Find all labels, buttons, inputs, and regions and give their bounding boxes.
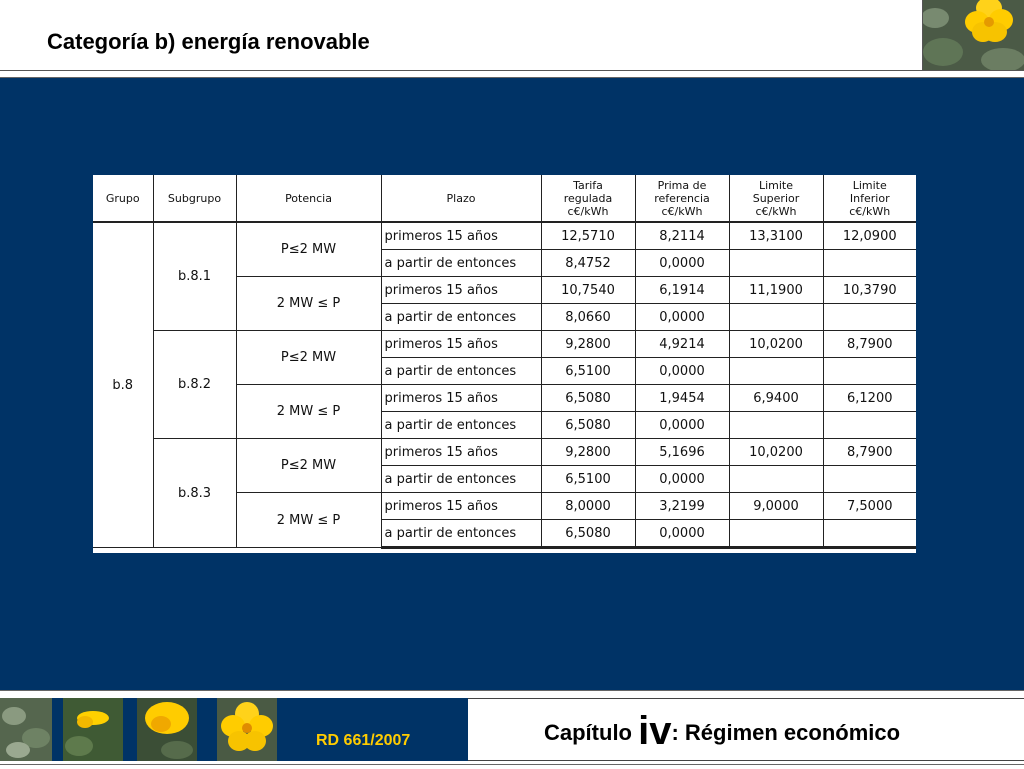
cell-prima: 4,9214	[635, 331, 729, 358]
cell-tarifa: 8,0000	[541, 493, 635, 520]
header-inferior	[823, 175, 916, 222]
cell-inferior	[823, 358, 916, 385]
cell-plazo: primeros 15 años	[381, 439, 541, 466]
chapter-suffix: : Régimen económico	[671, 720, 901, 745]
header-prima-line1: Prima de	[657, 178, 707, 192]
cell-plazo: primeros 15 años	[381, 331, 541, 358]
cell-tarifa: 6,5100	[541, 358, 635, 385]
cell-potencia: P≤2 MW	[236, 222, 381, 277]
chapter-prefix: Capítulo	[544, 720, 639, 745]
cell-inferior: 10,3790	[823, 277, 916, 304]
table-header-row	[93, 175, 916, 222]
cell-inferior: 8,7900	[823, 331, 916, 358]
chapter-box	[468, 698, 1024, 761]
cell-tarifa: 6,5080	[541, 412, 635, 439]
header-tarifa-line1: Tarifa	[573, 178, 603, 192]
cell-potencia: 2 MW ≤ P	[236, 385, 381, 439]
cell-prima: 5,1696	[635, 439, 729, 466]
cell-tarifa: 6,5080	[541, 520, 635, 548]
cell-potencia: 2 MW ≤ P	[236, 493, 381, 548]
tariff-table	[93, 175, 916, 549]
cell-prima: 3,2199	[635, 493, 729, 520]
rd-label: RD 661/2007	[316, 732, 411, 749]
cell-superior: 6,9400	[729, 385, 823, 412]
table-row	[93, 439, 916, 466]
cell-subgrupo: b.8.1	[153, 222, 236, 331]
cell-subgrupo: b.8.3	[153, 439, 236, 548]
cell-potencia: 2 MW ≤ P	[236, 277, 381, 331]
slide-header	[0, 0, 1024, 71]
header-tarifa	[541, 175, 635, 222]
header-prima	[635, 175, 729, 222]
cell-prima: 0,0000	[635, 358, 729, 385]
cell-subgrupo: b.8.2	[153, 331, 236, 439]
cell-superior	[729, 358, 823, 385]
cell-plazo: primeros 15 años	[381, 493, 541, 520]
cell-prima: 0,0000	[635, 304, 729, 331]
yellow-flower-photo-1-icon	[63, 698, 123, 761]
cell-prima: 0,0000	[635, 520, 729, 548]
cell-tarifa: 10,7540	[541, 277, 635, 304]
cell-grupo: b.8	[93, 222, 153, 548]
flower-photo-header-icon	[922, 0, 1024, 70]
header-superior-line2: Superior	[752, 191, 800, 205]
table-row	[93, 331, 916, 358]
header-superior	[729, 175, 823, 222]
cell-prima: 8,2114	[635, 222, 729, 250]
cell-inferior: 7,5000	[823, 493, 916, 520]
cell-inferior: 12,0900	[823, 222, 916, 250]
header-inferior-line1: Limite	[852, 178, 887, 192]
header-superior-line1: Limite	[758, 178, 794, 192]
cell-superior	[729, 412, 823, 439]
cell-plazo: a partir de entonces	[381, 412, 541, 439]
cell-superior	[729, 250, 823, 277]
header-tarifa-unit: c€/kWh	[567, 204, 609, 218]
cell-superior: 11,1900	[729, 277, 823, 304]
header-subgrupo: Subgrupo	[153, 175, 236, 222]
cell-tarifa: 8,0660	[541, 304, 635, 331]
ivy-photo-icon	[0, 698, 52, 761]
cell-superior: 13,3100	[729, 222, 823, 250]
cell-inferior	[823, 412, 916, 439]
cell-prima: 0,0000	[635, 466, 729, 493]
cell-plazo: a partir de entonces	[381, 520, 541, 548]
cell-superior: 10,0200	[729, 439, 823, 466]
cell-tarifa: 12,5710	[541, 222, 635, 250]
yellow-flower-photo-3-icon	[217, 698, 277, 761]
slide-footer	[0, 690, 1024, 769]
header-inferior-unit: c€/kWh	[849, 204, 891, 218]
slide-content	[0, 78, 1024, 690]
header-prima-unit: c€/kWh	[661, 204, 703, 218]
cell-plazo: primeros 15 años	[381, 385, 541, 412]
cell-superior	[729, 466, 823, 493]
cell-prima: 1,9454	[635, 385, 729, 412]
header-plazo: Plazo	[381, 175, 541, 222]
header-grupo: Grupo	[93, 175, 153, 222]
cell-superior: 10,0200	[729, 331, 823, 358]
header-prima-line2: referencia	[654, 191, 710, 205]
cell-tarifa: 9,2800	[541, 331, 635, 358]
cell-tarifa: 8,4752	[541, 250, 635, 277]
header-superior-unit: c€/kWh	[755, 204, 797, 218]
header-tarifa-line2: regulada	[563, 191, 613, 205]
cell-inferior	[823, 520, 916, 548]
cell-prima: 0,0000	[635, 250, 729, 277]
cell-potencia: P≤2 MW	[236, 439, 381, 493]
header-potencia: Potencia	[236, 175, 381, 222]
cell-prima: 0,0000	[635, 412, 729, 439]
cell-plazo: a partir de entonces	[381, 358, 541, 385]
cell-plazo: primeros 15 años	[381, 222, 541, 250]
chapter-roman: iv	[638, 709, 672, 753]
header-divider	[0, 71, 1024, 78]
cell-inferior	[823, 304, 916, 331]
footer-photo-strip	[0, 698, 468, 761]
slide-title: Categoría b) energía renovable	[47, 29, 370, 54]
header-inferior-line2: Inferior	[849, 191, 890, 205]
cell-plazo: a partir de entonces	[381, 466, 541, 493]
chapter-title	[544, 709, 900, 754]
cell-inferior: 6,1200	[823, 385, 916, 412]
cell-plazo: a partir de entonces	[381, 304, 541, 331]
cell-plazo: primeros 15 años	[381, 277, 541, 304]
cell-plazo: a partir de entonces	[381, 250, 541, 277]
footer-bottom-line	[0, 764, 1024, 765]
cell-potencia: P≤2 MW	[236, 331, 381, 385]
cell-tarifa: 6,5100	[541, 466, 635, 493]
cell-prima: 6,1914	[635, 277, 729, 304]
cell-tarifa: 6,5080	[541, 385, 635, 412]
cell-inferior	[823, 466, 916, 493]
cell-superior	[729, 520, 823, 548]
cell-inferior	[823, 250, 916, 277]
tariff-table-container	[93, 175, 916, 553]
cell-tarifa: 9,2800	[541, 439, 635, 466]
cell-superior: 9,0000	[729, 493, 823, 520]
yellow-flower-photo-2-icon	[137, 698, 197, 761]
table-row	[93, 222, 916, 250]
cell-inferior: 8,7900	[823, 439, 916, 466]
cell-superior	[729, 304, 823, 331]
